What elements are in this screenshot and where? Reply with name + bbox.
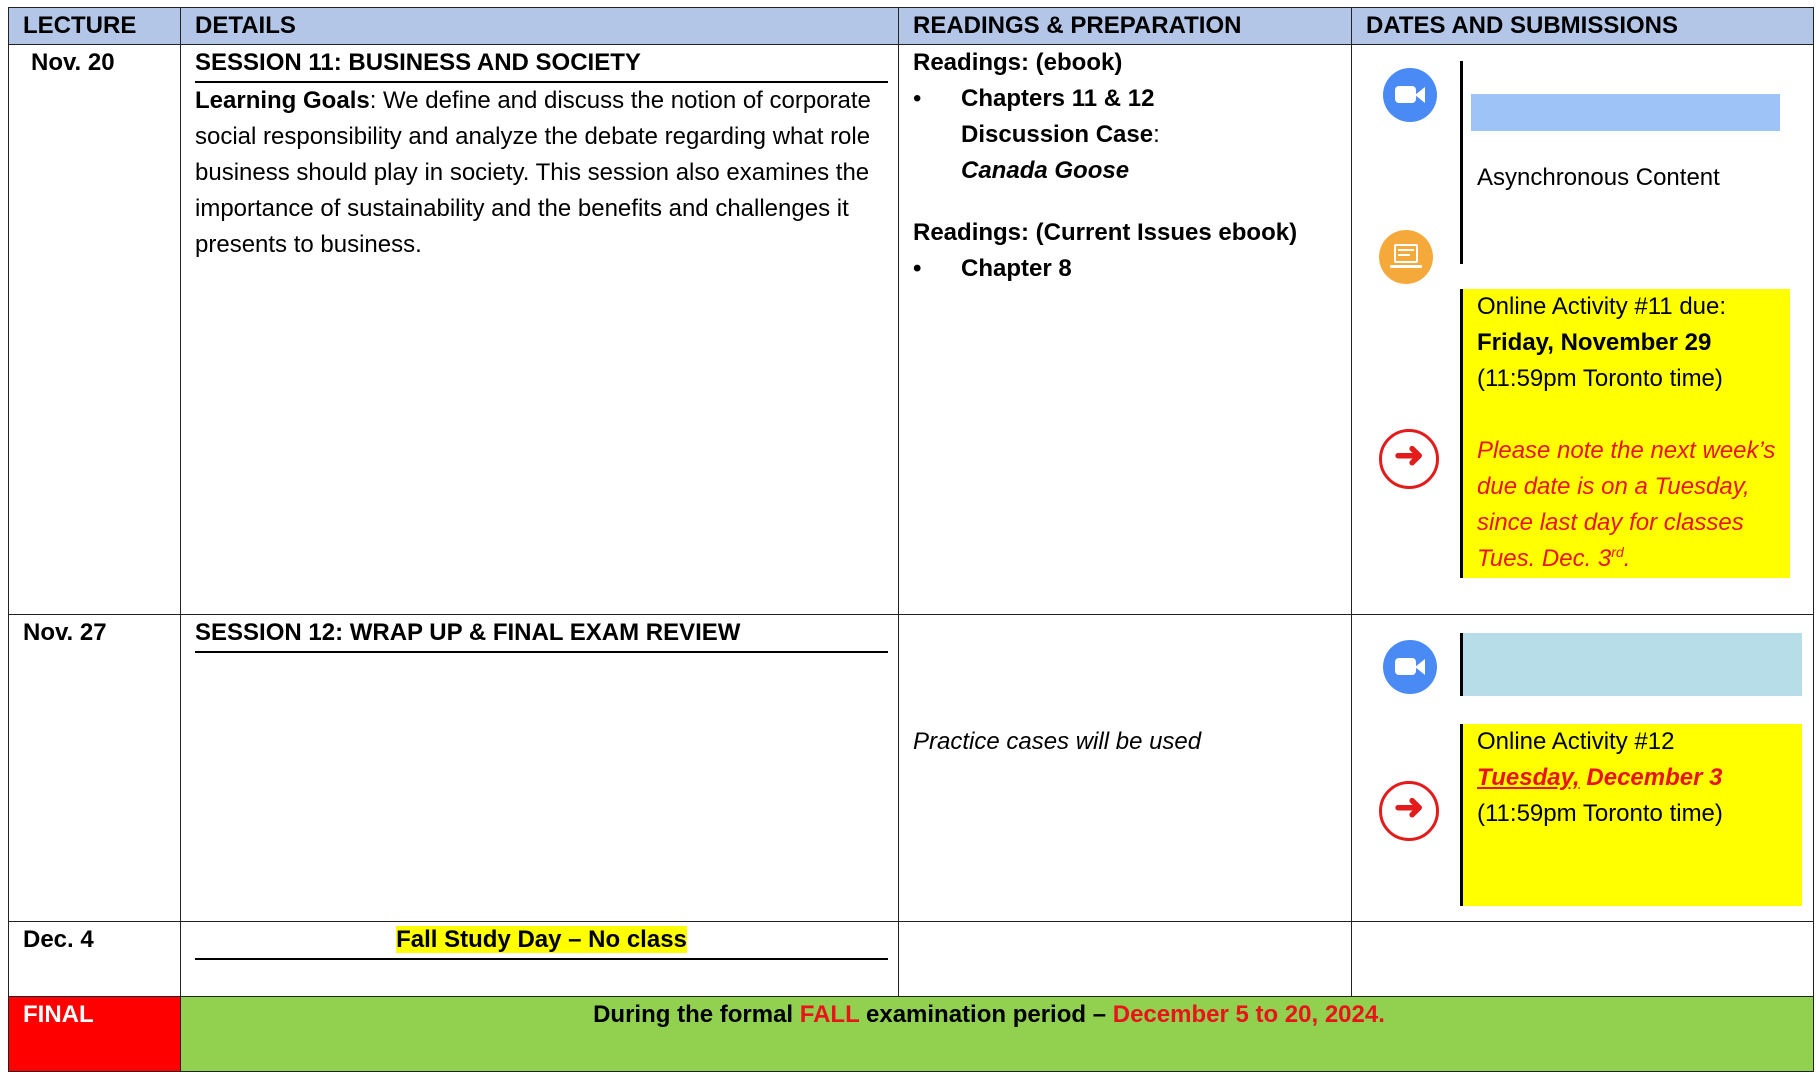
final-text-fall: FALL — [799, 1001, 860, 1028]
activity-12-time: (11:59pm Toronto time) — [1477, 800, 1723, 827]
dates-cell — [1352, 922, 1814, 997]
activity-12-date-text: December 3 — [1579, 764, 1723, 791]
study-day-title — [195, 922, 888, 960]
table-row — [9, 45, 1814, 615]
arrow-circle-right-icon[interactable]: ➜ — [1379, 429, 1439, 489]
final-text-a: During the formal — [593, 1001, 800, 1028]
practice-cases: Practice cases will be used — [913, 728, 1202, 755]
current-issues-list — [913, 251, 1337, 287]
session-title: SESSION 12: WRAP UP & FINAL EXAM REVIEW — [195, 615, 888, 653]
activity-11-note-end: . — [1623, 545, 1631, 572]
discussion-case-label: Discussion Case — [961, 121, 1154, 148]
study-day-text: Fall Study Day – No class — [396, 926, 687, 953]
list-item: • Chapter 8 — [947, 251, 1337, 287]
readings-cell — [899, 45, 1352, 615]
lecture-date-text: Dec. 4 — [23, 926, 94, 953]
list-item — [947, 81, 1337, 189]
activity-11-time: (11:59pm Toronto time) — [1477, 365, 1723, 392]
lecture-date — [9, 922, 181, 997]
current-issues-label: Readings: (Current Issues ebook) — [913, 219, 1298, 246]
discussion-case-colon: : — [1153, 121, 1160, 148]
async-content: Asynchronous Content — [1477, 164, 1720, 191]
final-text-dates: December 5 to 20, 2024. — [1112, 1001, 1385, 1028]
zoom-icon[interactable] — [1383, 68, 1437, 122]
details-cell — [181, 45, 899, 615]
lecture-date-text: Nov. 27 — [23, 619, 107, 646]
zoom-link-placeholder[interactable] — [1460, 633, 1802, 696]
lecture-date — [9, 615, 181, 922]
table-row — [9, 615, 1814, 922]
dates-cell — [1352, 45, 1814, 615]
final-text — [181, 997, 1814, 1072]
details-cell — [181, 922, 899, 997]
header-readings: READINGS & PREPARATION — [899, 8, 1352, 45]
final-text-b: examination period – — [859, 1001, 1113, 1028]
activity-11-title: Online Activity #11 due: — [1477, 293, 1727, 320]
zoom-link-placeholder[interactable] — [1471, 94, 1780, 131]
session-title: SESSION 11: BUSINESS AND SOCIETY — [195, 45, 888, 83]
discussion-case — [961, 117, 1337, 153]
activity-11-note-sup: rd — [1611, 544, 1624, 560]
final-label-text: FINAL — [23, 1001, 94, 1028]
activity-11-box — [1460, 289, 1790, 578]
activity-12-day: Tuesday, — [1477, 764, 1580, 791]
lecture-date — [9, 45, 181, 615]
activity-12-box — [1460, 724, 1802, 906]
details-cell — [181, 615, 899, 922]
course-content-icon[interactable] — [1379, 230, 1433, 284]
learning-goals-text: : We define and discuss the notion of corporate social responsibility and analyze the debate regarding what role business should play in society. This session also examines the importance of sustainability and the benefits and challenges it presents to business. — [195, 87, 871, 258]
arrow-circle-right-icon[interactable]: ➜ — [1379, 781, 1439, 841]
table-row — [9, 922, 1814, 997]
final-label — [9, 997, 181, 1072]
case-name: Canada Goose — [961, 157, 1130, 184]
header-lecture: LECTURE — [9, 8, 181, 45]
activity-11-note-text: Please note the next week’s due date is on a Tuesday, since last day for classes Tues. Dec. 3 — [1477, 437, 1776, 572]
chapters-text: • Chapters 11 & 12 — [961, 85, 1155, 112]
readings-list — [913, 81, 1337, 189]
activity-11-date: Friday, November 29 — [1477, 329, 1712, 356]
divider — [1460, 61, 1463, 264]
readings-cell — [899, 615, 1352, 922]
zoom-icon[interactable] — [1383, 640, 1437, 694]
header-dates: DATES AND SUBMISSIONS — [1352, 8, 1814, 45]
dates-cell — [1352, 615, 1814, 922]
learning-goals — [195, 83, 884, 263]
activity-12-date — [1477, 760, 1802, 796]
schedule-table — [8, 7, 1814, 1072]
learning-goals-label: Learning Goals — [195, 87, 370, 114]
header-row — [9, 8, 1814, 45]
activity-11-note — [1477, 433, 1790, 577]
header-details: DETAILS — [181, 8, 899, 45]
final-row — [9, 997, 1814, 1072]
lecture-date-text: Nov. 20 — [31, 49, 115, 76]
activity-12-title: Online Activity #12 — [1477, 728, 1675, 755]
readings-label: Readings: (ebook) — [913, 49, 1123, 76]
readings-cell — [899, 922, 1352, 997]
